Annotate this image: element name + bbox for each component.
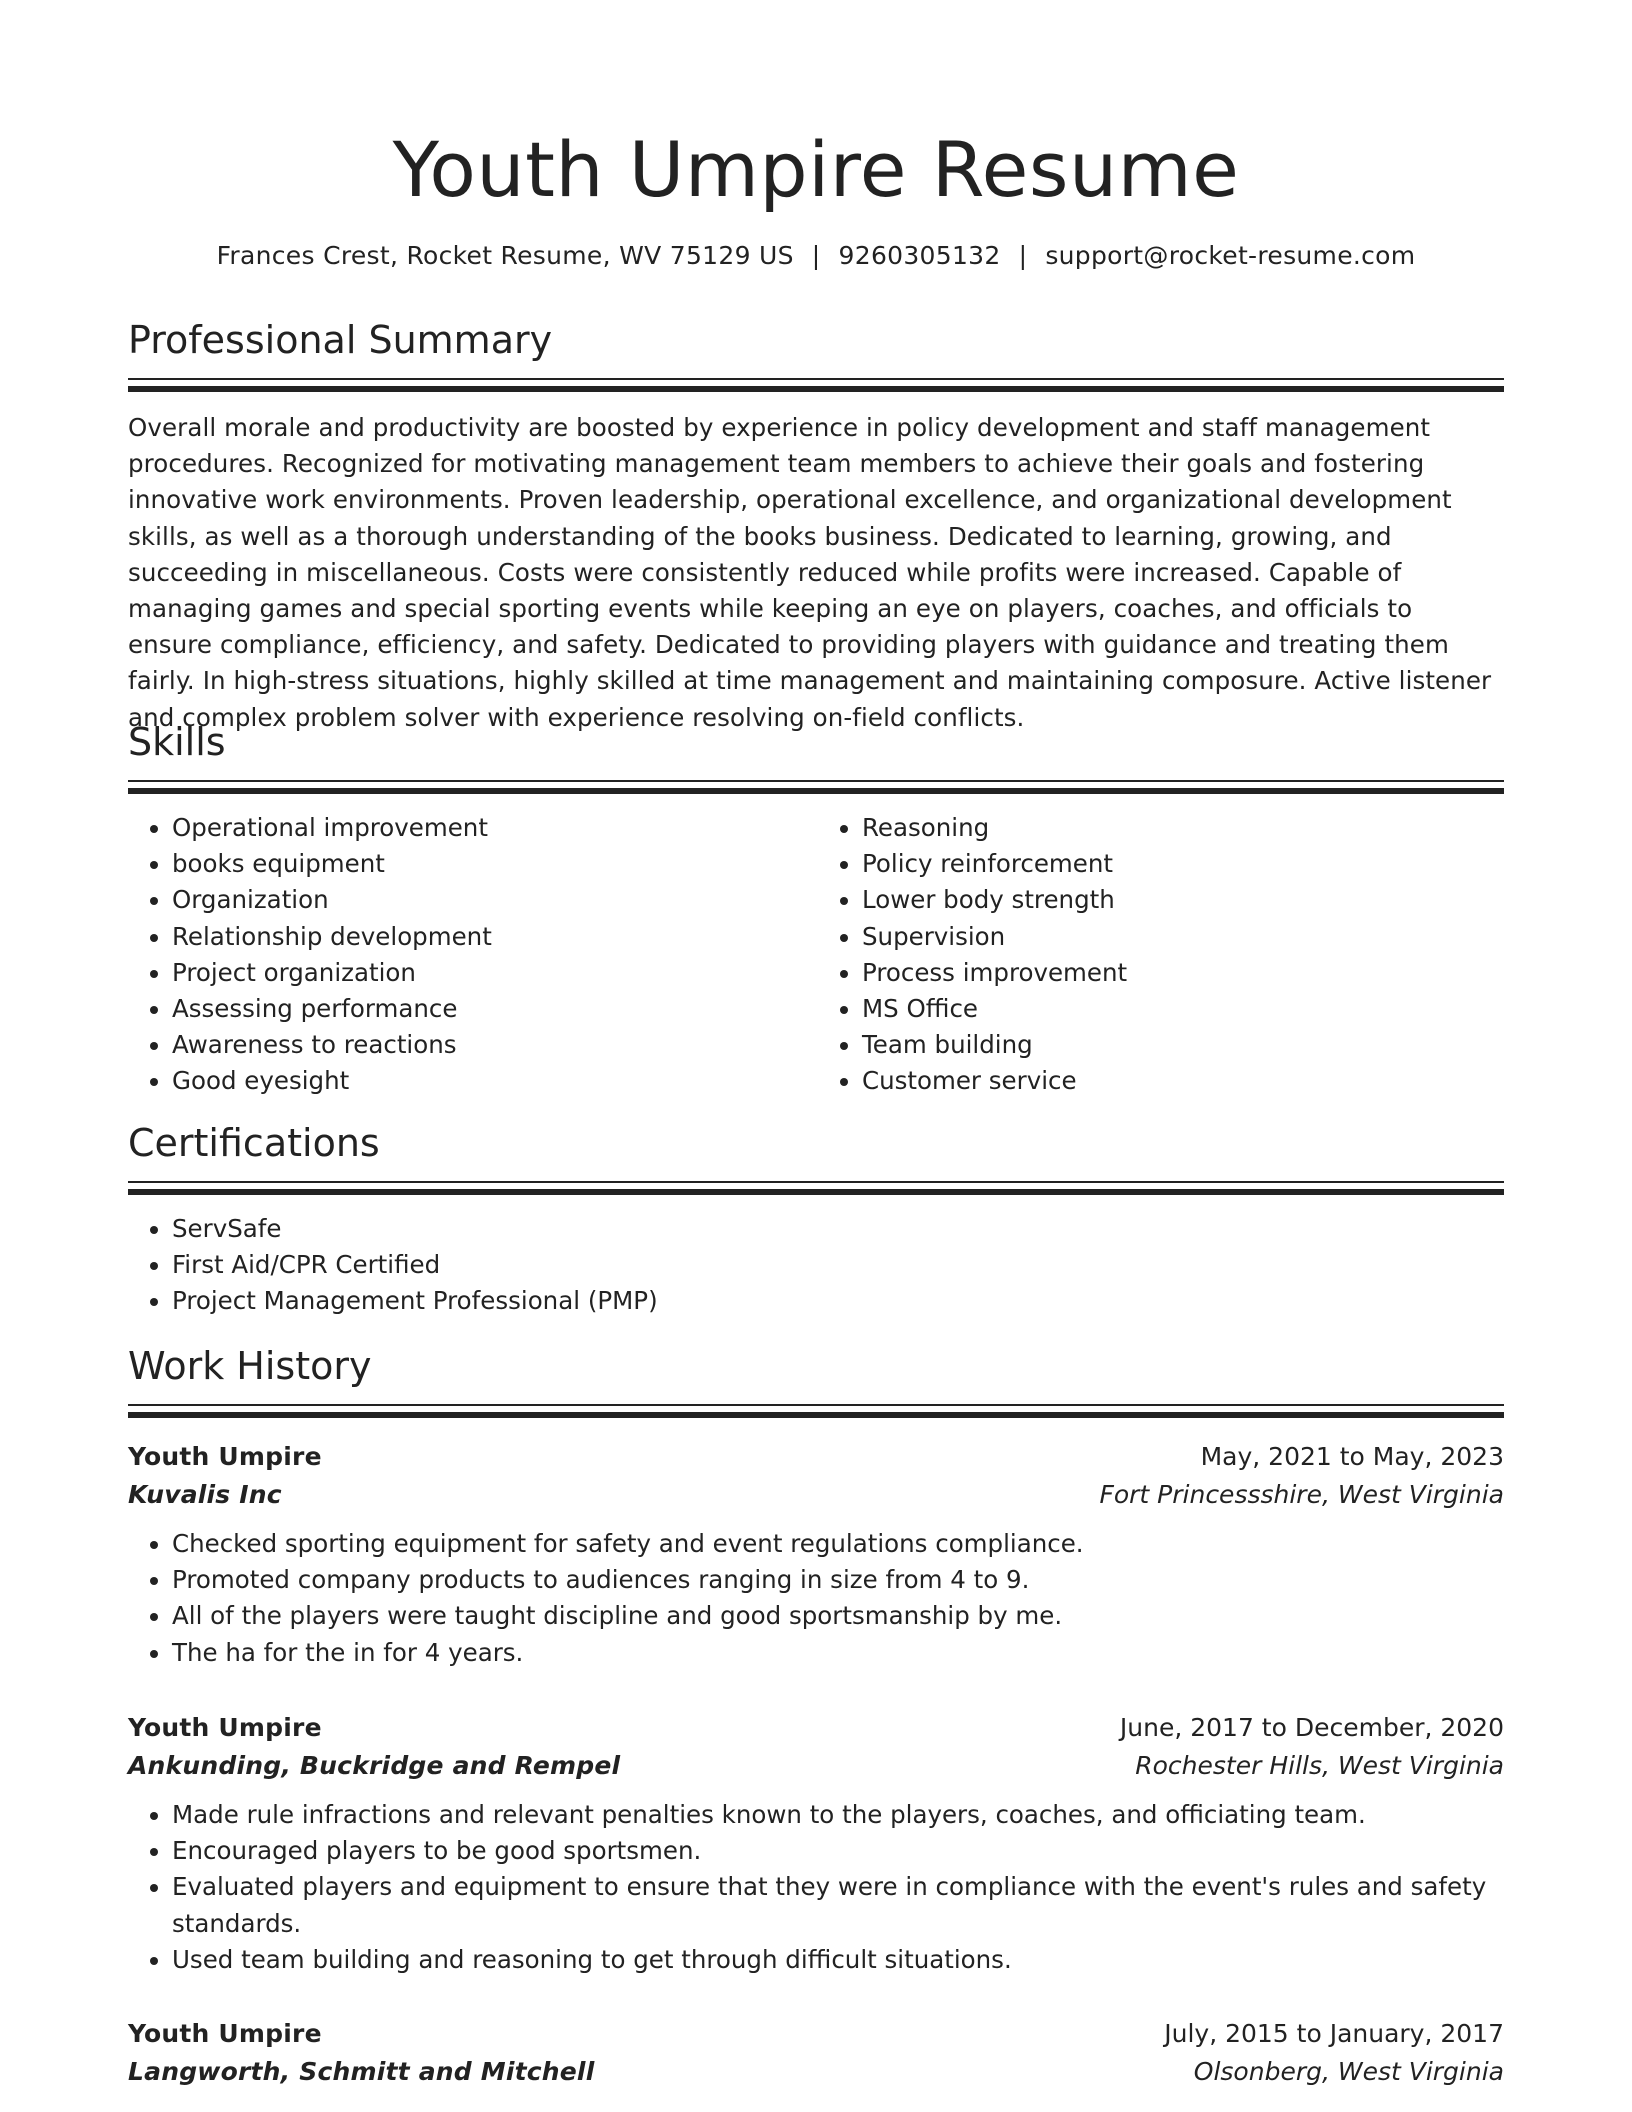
job-header-row (128, 1438, 1504, 1476)
job-title: Youth Umpire (128, 2019, 322, 2048)
job-location: Olsonberg, West Virginia (1193, 2057, 1504, 2086)
skill-item: • Supervision (862, 919, 1504, 955)
job-bullet: • The ha for the in for 4 years. (172, 1635, 1504, 1671)
contact-phone: 9260305132 (838, 241, 1001, 270)
skill-item: • Lower body strength (862, 882, 1504, 918)
contact-email: support@rocket-resume.com (1045, 241, 1416, 270)
job-bullet: • Checked sporting equipment for safety and event regulations compliance. (172, 1526, 1504, 1562)
certifications-section (128, 1119, 1504, 1320)
job-bullets (128, 1526, 1504, 1671)
skill-item: • books equipment (172, 846, 814, 882)
certifications-list (128, 1211, 1504, 1320)
skill-item: • Team building (862, 1027, 1504, 1063)
job-bullet: • Used team building and reasoning to get through difficult situations. (172, 1942, 1504, 1978)
summary-section (128, 316, 1504, 736)
skills-list-left (128, 810, 814, 1100)
skill-item: • Organization (172, 882, 814, 918)
job-bullet: • Made rule infractions and relevant penalties known to the players, coaches, and officiating team. (172, 1797, 1504, 1833)
job-company: Langworth, Schmitt and Mitchell (128, 2057, 595, 2086)
job-company: Ankunding, Buckridge and Rempel (128, 1751, 621, 1780)
job-bullet: • All of the players were taught discipline and good sportsmanship by me. (172, 1598, 1504, 1634)
skill-item: • Customer service (862, 1063, 1504, 1099)
job-bullet: • Evaluated players and equipment to ensure that they were in compliance with the event's rules and safety standards. (172, 1869, 1504, 1941)
job-company-row (128, 1476, 1504, 1514)
job-company: Kuvalis Inc (128, 1480, 282, 1509)
certification-item: • First Aid/CPR Certified (172, 1247, 1504, 1283)
skills-section (128, 718, 1504, 1100)
job-header-row (128, 2015, 1504, 2053)
certification-item: • ServSafe (172, 1211, 1504, 1247)
section-heading: Professional Summary (128, 318, 553, 362)
resume-title: Youth Umpire Resume (392, 125, 1240, 214)
job-entry (128, 1438, 1504, 1671)
skill-item: • Awareness to reactions (172, 1027, 814, 1063)
job-dates: June, 2017 to December, 2020 (1119, 1713, 1504, 1742)
job-header-row (128, 1709, 1504, 1747)
job-bullet: • Promoted company products to audiences ranging in size from 4 to 9. (172, 1562, 1504, 1598)
section-divider (128, 1412, 1504, 1418)
skill-item: • Good eyesight (172, 1063, 814, 1099)
job-location: Rochester Hills, West Virginia (1135, 1751, 1504, 1780)
skills-columns (128, 794, 1504, 1100)
section-divider (128, 1189, 1504, 1195)
section-heading: Skills (128, 720, 226, 764)
contact-separator: | (811, 241, 821, 270)
section-divider (128, 780, 1504, 782)
skill-item: • MS Office (862, 991, 1504, 1027)
job-dates: May, 2021 to May, 2023 (1200, 1442, 1504, 1471)
contact-line (128, 240, 1504, 272)
resume-page (128, 0, 1504, 2086)
section-heading: Work History (128, 1344, 372, 1388)
skill-item: • Relationship development (172, 919, 814, 955)
summary-text: Overall morale and productivity are boosted by experience in policy development and staff management procedures. Recognized for motivating management team members to achieve their goals and fostering innovative work environments. Proven leadership, operational excellence, and organizational development skills, as well as a thorough understanding of the books business. Dedicated to learning, growing, and succeeding in miscellaneous. Costs were consistently reduced while profits were increased. Capable of managing games and special sporting events while keeping an eye on players, coaches, and officials to ensure compliance, efficiency, and safety. Dedicated to providing players with guidance and treating them fairly. In high-stress situations, highly skilled at time management and maintaining composure. Active listener and complex problem solver with experience resolving on-field conflicts. (128, 413, 1492, 732)
section-divider (128, 386, 1504, 392)
job-dates: July, 2015 to January, 2017 (1164, 2019, 1504, 2048)
skill-item: • Operational improvement (172, 810, 814, 846)
section-heading: Certifications (128, 1121, 380, 1165)
skill-item: • Reasoning (862, 810, 1504, 846)
skill-item: • Assessing performance (172, 991, 814, 1027)
certification-item: • Project Management Professional (PMP) (172, 1283, 1504, 1319)
job-location: Fort Princessshire, West Virginia (1099, 1480, 1504, 1509)
job-company-row (128, 1747, 1504, 1785)
job-bullet: • Encouraged players to be good sportsmen. (172, 1833, 1504, 1869)
contact-separator: | (1018, 241, 1028, 270)
job-entry (128, 1709, 1504, 1978)
section-divider (128, 378, 1504, 380)
section-divider (128, 1181, 1504, 1183)
job-title: Youth Umpire (128, 1442, 322, 1471)
contact-address: Frances Crest, Rocket Resume, WV 75129 US (216, 241, 794, 270)
work-history-section (128, 1342, 1504, 1418)
section-divider (128, 1404, 1504, 1406)
job-bullets (128, 1797, 1504, 1978)
skills-list-right (814, 810, 1504, 1100)
job-entry (128, 2015, 1504, 2091)
skill-item: • Project organization (172, 955, 814, 991)
job-title: Youth Umpire (128, 1713, 322, 1742)
job-company-row (128, 2053, 1504, 2091)
skill-item: • Policy reinforcement (862, 846, 1504, 882)
skill-item: • Process improvement (862, 955, 1504, 991)
